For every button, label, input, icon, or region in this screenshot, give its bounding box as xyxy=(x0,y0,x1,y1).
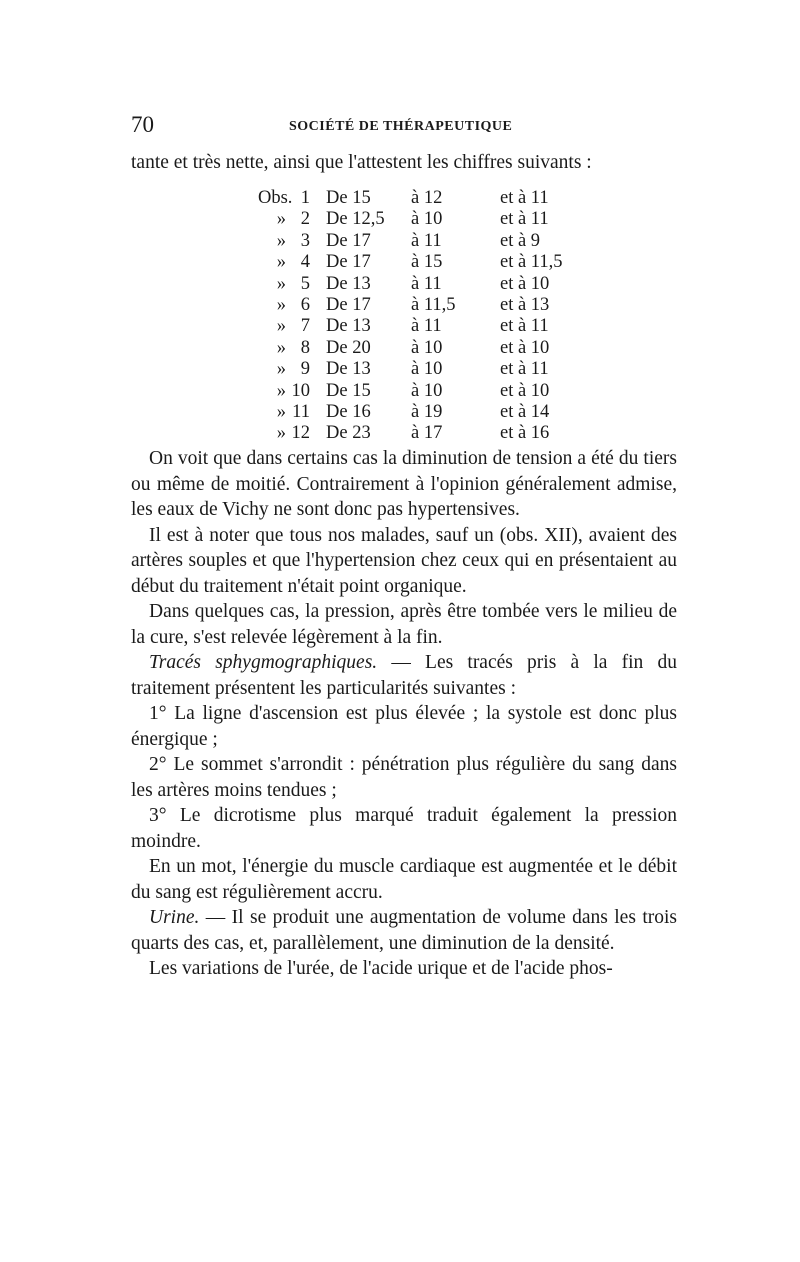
table-cell-de: De 16 xyxy=(326,402,371,422)
table-cell-de: De 13 xyxy=(326,359,371,380)
table-row xyxy=(258,316,578,338)
table-cell-label: » xyxy=(276,316,286,337)
section-title: Urine. xyxy=(149,907,200,928)
paragraph: 2° Le sommet s'arrondit : pénétration plus régulière du sang dans les artères moins tendues ; xyxy=(131,754,677,801)
table-cell-a: à 11,5 xyxy=(411,295,456,315)
table-cell-a: à 10 xyxy=(411,209,443,230)
table-row xyxy=(258,274,578,296)
table-cell-et: et à 11 xyxy=(500,359,549,380)
table-cell-label: » xyxy=(276,273,286,294)
table-cell-de: De 17 xyxy=(326,230,371,251)
table-cell-de: De 12,5 xyxy=(326,209,385,230)
table-cell-a: à 15 xyxy=(411,252,443,273)
table-row xyxy=(258,209,578,231)
table-row xyxy=(258,231,578,253)
table-cell-label: Obs. xyxy=(258,188,293,208)
table-cell-a: à 10 xyxy=(411,359,443,380)
table-cell-num: 11 xyxy=(292,402,310,422)
table-cell-et: et à 9 xyxy=(500,230,541,251)
table-cell-de: De 17 xyxy=(326,295,371,315)
table-cell-a: à 17 xyxy=(411,423,443,444)
table-cell-label: » xyxy=(276,230,286,251)
table-cell-a: à 10 xyxy=(411,337,443,358)
table-cell-de: De 23 xyxy=(326,423,371,444)
table-cell-et: et à 10 xyxy=(500,337,550,358)
running-title: SOCIÉTÉ DE THÉRAPEUTIQUE xyxy=(289,119,513,134)
table-cell-num: 4 xyxy=(300,252,310,273)
section-title: Tracés sphygmographiques. xyxy=(149,652,378,673)
intro-line: tante et très nette, ainsi que l'attestent les chiffres suivants : xyxy=(131,152,592,173)
table-row xyxy=(258,359,578,381)
table-cell-et: et à 10 xyxy=(500,273,550,294)
table-cell-et: et à 11 xyxy=(500,188,549,208)
paragraph: Dans quelques cas, la pression, après être tombée vers le milieu de la cure, s'est relevée légèrement à la fin. xyxy=(131,601,677,648)
table-cell-num: 10 xyxy=(291,380,310,401)
table-cell-label: » xyxy=(276,423,286,444)
table-cell-num: 5 xyxy=(300,273,310,294)
table-cell-de: De 17 xyxy=(326,252,371,273)
table-cell-et: et à 10 xyxy=(500,380,550,401)
paragraph: 3° Le dicrotisme plus marqué traduit également la pression moindre. xyxy=(131,805,677,852)
table-cell-a: à 10 xyxy=(411,380,443,401)
table-cell-et: et à 14 xyxy=(500,402,550,422)
table-cell-et: et à 16 xyxy=(500,423,550,444)
page-header xyxy=(131,112,677,142)
body-text xyxy=(131,446,677,982)
table-cell-num: 3 xyxy=(300,230,310,251)
table-cell-label: » xyxy=(276,359,286,380)
page-number: 70 xyxy=(131,112,154,137)
table-cell-et: et à 13 xyxy=(500,295,550,315)
table-cell-num: 7 xyxy=(300,316,310,337)
table-row xyxy=(258,381,578,403)
table-row xyxy=(258,252,578,274)
paragraph: 1° La ligne d'ascension est plus élevée ; la systole est donc plus énergique ; xyxy=(131,703,677,750)
table-cell-a: à 11 xyxy=(411,230,442,251)
paragraph: Les variations de l'urée, de l'acide urique et de l'acide phos- xyxy=(149,958,613,979)
paragraph-text: — Il se produit une augmentation de volume dans les trois quarts des cas, et, parallèlement, une diminution de la densité. xyxy=(131,907,677,954)
table-cell-de: De 20 xyxy=(326,337,371,358)
paragraph xyxy=(131,650,677,701)
table-cell-et: et à 11 xyxy=(500,209,549,230)
table-row xyxy=(258,423,578,445)
table-cell-num: 8 xyxy=(300,337,310,358)
table-cell-num: 1 xyxy=(300,188,310,208)
table-cell-de: De 13 xyxy=(326,273,371,294)
table-cell-a: à 12 xyxy=(411,188,443,208)
table-cell-a: à 11 xyxy=(411,273,442,294)
paragraph xyxy=(131,905,677,956)
table-row xyxy=(258,295,578,317)
table-cell-num: 2 xyxy=(300,209,310,230)
table-cell-label: » xyxy=(276,337,286,358)
table-cell-a: à 11 xyxy=(411,316,442,337)
paragraph: Il est à noter que tous nos malades, sauf un (obs. XII), avaient des artères souples et que l'hypertension chez ceux qui en présentaient au début du traitement n'était point organique. xyxy=(131,524,677,597)
table-row xyxy=(258,188,578,210)
table-cell-label: » xyxy=(276,252,286,273)
table-cell-label: » xyxy=(276,380,286,401)
paragraph: On voit que dans certains cas la diminution de tension a été du tiers ou même de moitié. Contrairement à l'opinion généralement admise, les eaux de Vichy ne sont donc pas hypertensives. xyxy=(131,448,677,520)
table-cell-de: De 15 xyxy=(326,188,371,208)
table-cell-a: à 19 xyxy=(411,402,443,422)
table-cell-et: et à 11 xyxy=(500,316,549,337)
table-cell-label: » xyxy=(276,402,286,422)
table-cell-num: 6 xyxy=(300,295,310,315)
table-cell-et: et à 11,5 xyxy=(500,252,563,273)
paragraph: En un mot, l'énergie du muscle cardiaque est augmentée et le débit du sang est régulièrement accru. xyxy=(131,856,677,903)
table-cell-de: De 13 xyxy=(326,316,371,337)
table-cell-label: » xyxy=(276,209,286,230)
table-cell-num: 9 xyxy=(300,359,310,380)
table-cell-num: 12 xyxy=(291,423,310,444)
table-row xyxy=(258,338,578,360)
paragraph-text: — Les tracés pris à la fin du traitement présentent les particularités suivantes : xyxy=(131,652,677,699)
table-row xyxy=(258,402,578,424)
table-cell-label: » xyxy=(276,295,286,315)
table-cell-de: De 15 xyxy=(326,380,371,401)
